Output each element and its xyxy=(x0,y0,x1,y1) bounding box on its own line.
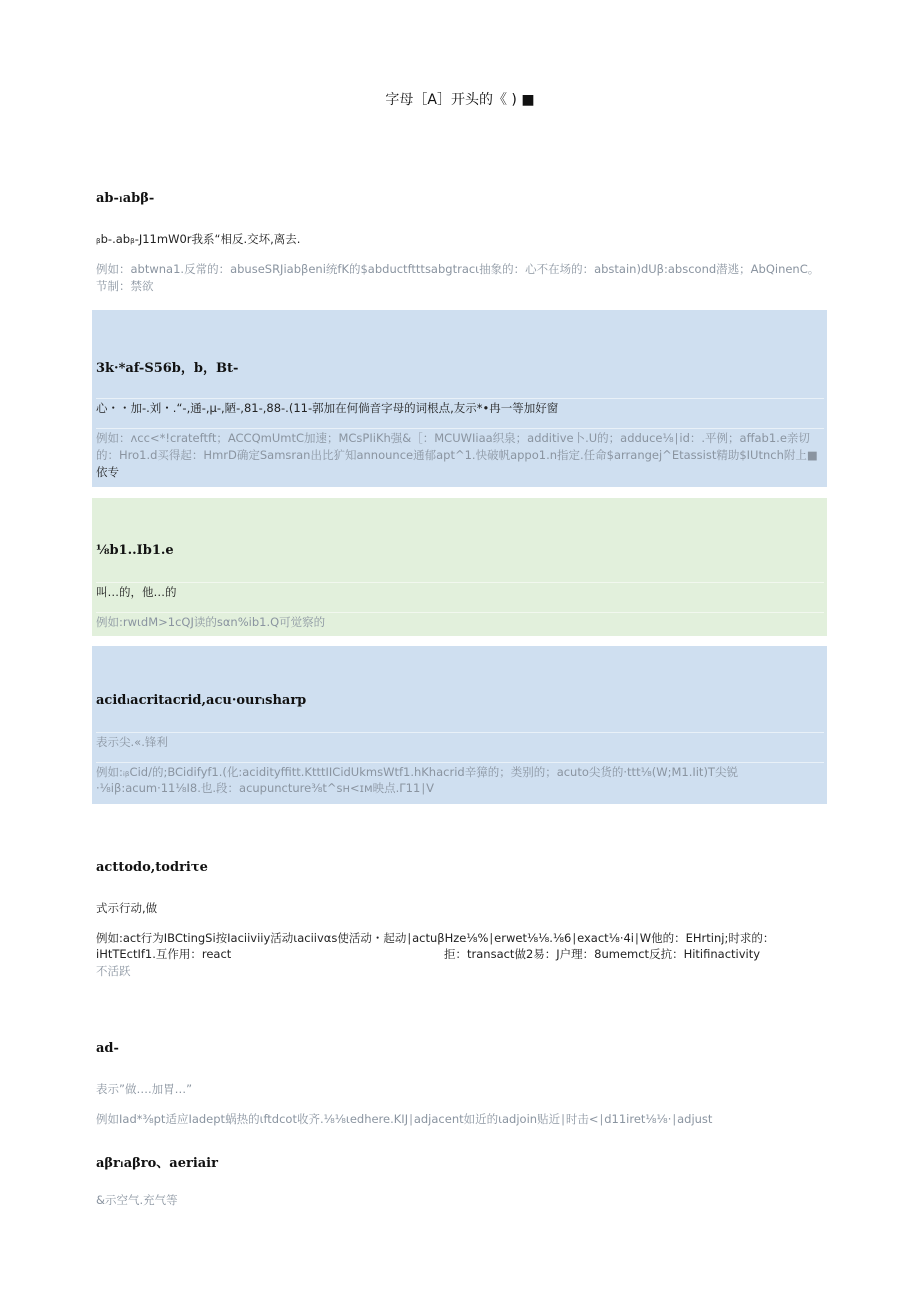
entry-able xyxy=(92,498,827,636)
entry-example: 例如：ʌcc<*!crateftft；ACCQmUmtC加速；MCsPIiKh强&［：MCUWIiaa织泉；additive卜.U的；adduce⅛∣id：.平例；affab1.e亲切 xyxy=(96,428,824,447)
entry-example-continued: 不活跃 xyxy=(96,964,131,978)
entry-meaning: 表示尖.«.锋利 xyxy=(96,732,824,751)
entry-meaning: 式示行动,做 xyxy=(96,901,158,915)
entry-heading: ad- xyxy=(96,1041,119,1056)
entry-act xyxy=(92,855,827,985)
entry-ab xyxy=(92,185,827,295)
entry-example: 例如：abtwna1.反常的：abuseSRJiabβeni统fK的$abductftttsabgtracι抽象的：心不在场的：abstain)dUβ:abscond潜逃；AbQinenC。 xyxy=(96,262,820,276)
entry-meaning: ᵦb-.abᵦ-J11mW0r我系“相反.交坏,离去. xyxy=(96,232,301,246)
entry-example: 例如:ᵢᵦCid/的;BCidifyf1.(化:acidityffitt.KtttIICidUkmsWtf1.hKhacrid辛獐的；类别的；acuto尖货的·ttt⅛(W;M1.Iit)T尖锐 xyxy=(96,762,824,781)
entry-heading: ab-ₗabβ- xyxy=(96,191,155,206)
entry-heading: ⅛b1..Ib1.e xyxy=(96,543,174,558)
entry-meaning: 叫…的，他…的 xyxy=(96,582,824,601)
entry-example-continued: 节制：禁欲 xyxy=(96,279,154,293)
page-title: 字母［A］开头的《 ) ■ xyxy=(385,92,535,108)
entry-example-continued: ·⅛iβ:acum·11⅛I8.也.段：acupuncture⅜t^sʜ<ɪᴍ映点.Γ11∣V xyxy=(96,781,434,795)
entry-heading: acidₗacritacrid,acu·ourₗsharp xyxy=(96,693,307,708)
entry-heading: aβrₗaβro、aeriair xyxy=(96,1156,218,1171)
entry-heading: 3k·*af-S56b，b，Bt- xyxy=(96,361,239,376)
entry-heading: acttodo,todriτe xyxy=(96,860,208,875)
entry-aer xyxy=(92,1147,827,1217)
entry-ad xyxy=(92,1036,827,1131)
entry-acid xyxy=(92,646,827,804)
entry-example-continued: iHtTEctIf1.互作用：react xyxy=(96,947,232,961)
entry-example: 例如:rwιdM>1cQJ读的sαn%ib1.Q可觉察的 xyxy=(96,612,824,631)
entry-example-continued: 拒：transact做2易：J户理：8umemct反抗：Hitifinactivity xyxy=(444,947,761,961)
entry-example: 例如:act行为IBCtingSi按Iaciiviiy活动ιaciivαs使活动・起动∣actuβHze⅛%∣erwet⅛⅛.⅛6∣exact⅛·4i∣W他的：EHrtinj;时求的： xyxy=(96,931,775,945)
entry-ac-af xyxy=(92,310,827,487)
entry-meaning: 心・・加-.刘・.“-,通-,μ-,陋-,81-,88-.(11-郭加在何倘音字母的词根点,友示*•冉一等加好窗 xyxy=(96,398,824,417)
entry-example: 例如Iad*⅜pt适应Iadept蜗热的ιftdcot收齐.⅛⅛ιedhere.KIJ∣adjacent如近的ιadjoin贴近∣时击<∣d11iret⅛⅛·∣adjust xyxy=(96,1112,713,1126)
entry-meaning: &示空气.充气等 xyxy=(96,1193,178,1207)
entry-example-continued: 的：Hro1.d买得起：HmrD确定Samsran出比犷知announce通郁apt^1.快破帆appo1.n指定.任命$arrangej^Etassist精助$IUtnch附上■ xyxy=(96,448,818,462)
entry-meaning: 表示”做….加胃…” xyxy=(96,1082,193,1096)
entry-example-continued: 依专 xyxy=(96,465,119,479)
